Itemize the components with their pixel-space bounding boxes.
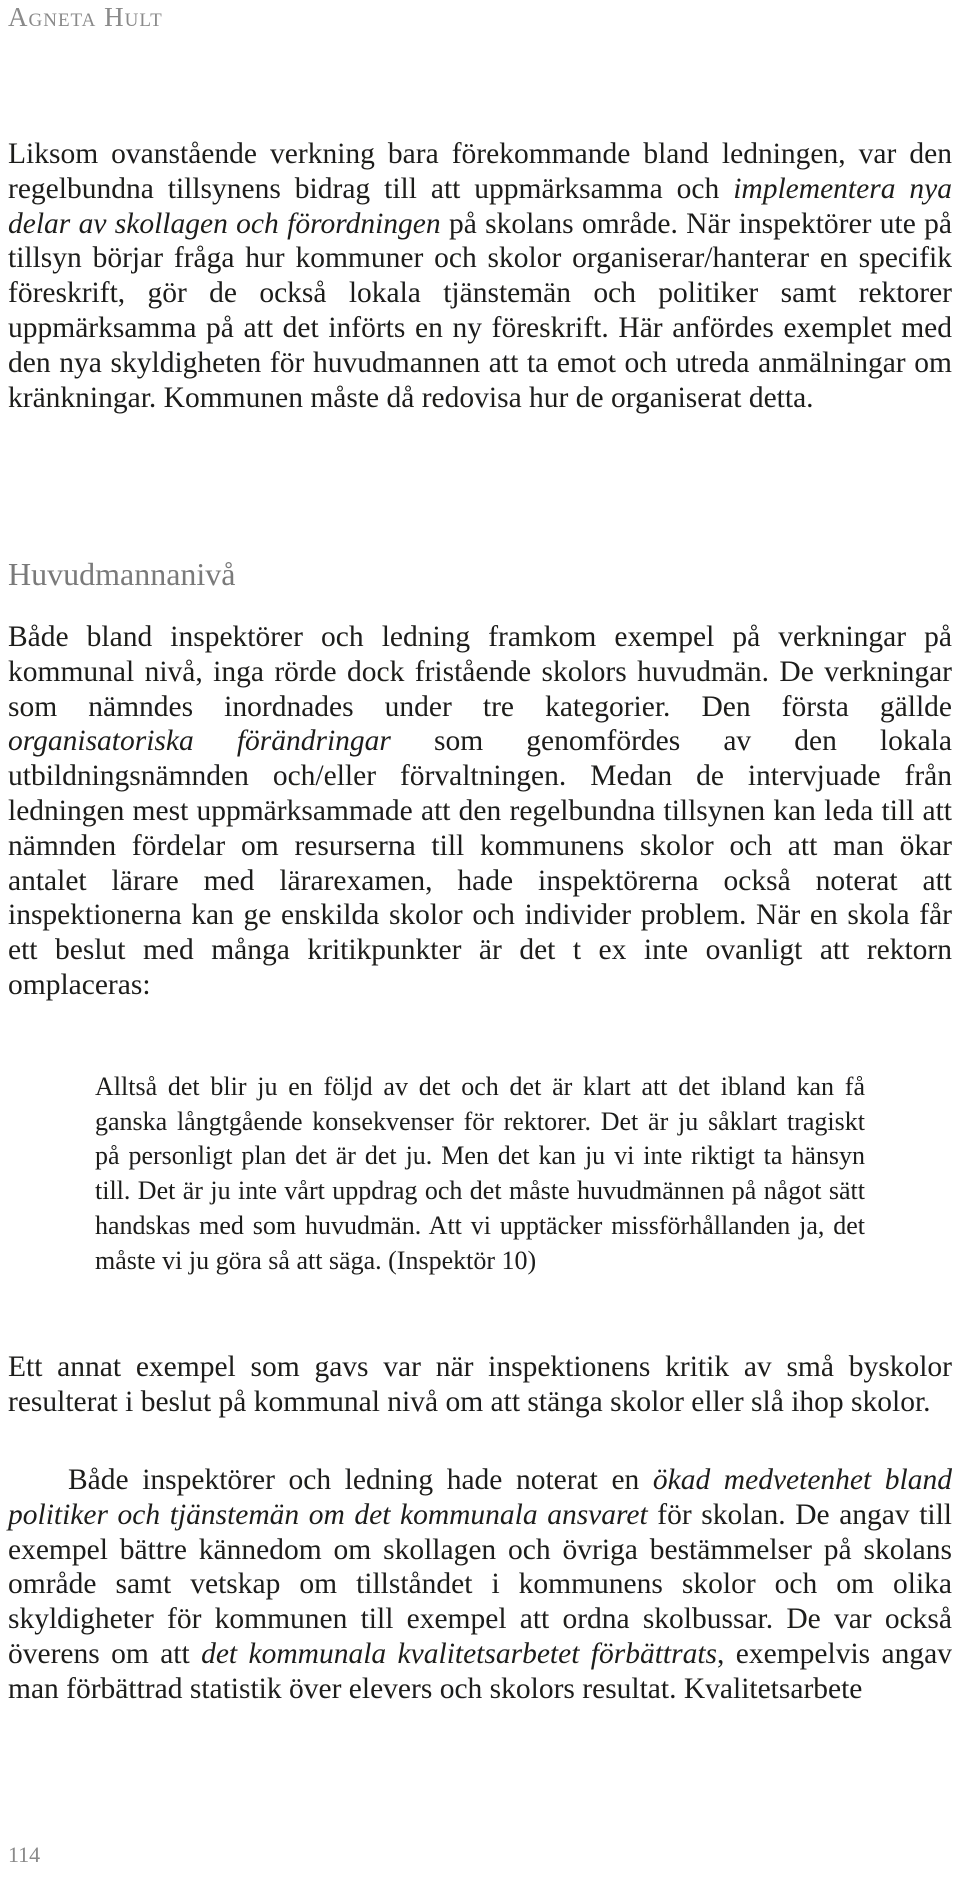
paragraph-text: Både bland inspektörer och ledning framkom exempel på verkningar på kommunal nivå, inga rörde dock fristående skolors huvudmän. De verkningar som nämndes inordnades under tre kategorier. Den första gällde — [8, 621, 952, 723]
paragraph-text: som genomfördes av den lokala utbildningsnämnden och/eller förvaltningen. Medan de intervjuade från ledningen mest uppmärksammade att den regelbundna tillsynen kan leda till att nämnden fördelar om resurserna till kommunens skolor och att man ökar antalet lärare med lärarexamen, hade inspektörerna också noterat att inspektionerna kan ge enskilda skolor och individer problem. När en skola får ett beslut med många kritikpunkter är det t ex inte ovanligt att rektorn omplaceras: — [8, 725, 953, 1001]
paragraph-text: för skolan. De angav till exempel bättre kännedom om skollagen och övriga bestämmelser på skolans område samt vetskap om tillståndet i kommunens skolor och om olika skyldigheter för kommunen till exempel att ordna skolbussar. De var också överens om att — [8, 1498, 952, 1670]
paragraph-text: Liksom ovanstående verkning bara förekommande bland ledningen, var den regelbundna tillsynens bidrag till att uppmärksamma och — [8, 138, 952, 205]
emphasis-text: implementera nya delar av skollagen och förordningen — [8, 172, 952, 240]
paragraph — [8, 620, 952, 1003]
paragraph — [8, 1463, 952, 1707]
paragraph-text: Ett annat exempel som gavs var när inspektionens kritik av små byskolor resulterat i beslut på kommunal nivå om att stänga skolor eller slå ihop skolor. — [8, 1351, 952, 1418]
paragraph-text: , exempelvis angav man förbättrad statistik över elevers och skolors resultat. Kvalitetsarbete — [8, 1637, 952, 1705]
emphasis-text: det kommunala kvalitetsarbetet förbättrats — [201, 1637, 718, 1670]
block-quote: Alltså det blir ju en följd av det och det är klart att det ibland kan få ganska långtgående konsekvenser för rektorer. Det är ju såklart tragiskt på personligt plan det är det ju. Men det kan ju vi inte riktigt ta hänsyn till. Det är ju inte vårt uppdrag och det måste huvudmännen på något sätt handskas med som huvudmän. Att vi upptäcker missförhållanden ja, det måste vi ju göra så att säga. (Inspektör 10) — [95, 1072, 865, 1275]
running-header: Agneta Hult — [8, 2, 163, 32]
page-number: 114 — [8, 1842, 41, 1867]
section-heading: Huvudmannanivå — [8, 556, 236, 592]
paragraph — [8, 137, 952, 415]
paragraph — [8, 1350, 952, 1420]
emphasis-text: organisatoriska förändringar — [8, 725, 391, 758]
emphasis-text: ökad medvetenhet bland politiker och tjänstemän om det kommunala ansvaret — [8, 1464, 952, 1531]
paragraph-text: på skolans område. När inspektörer ute på tillsyn börjar fråga hur kommuner och skolor organiserar/hanterar en specifik föreskrift, gör de också lokala tjänstemän och politiker samt rektorer uppmärksamma på att det införts en ny föreskrift. Här anfördes exemplet med den nya skyldigheten för huvudmannen att ta emot och utreda anmälningar om kränkningar. Kommunen måste då redovisa hur de organiserat detta. — [8, 207, 952, 414]
paragraph-text: Både inspektörer och ledning hade noterat en — [68, 1464, 653, 1496]
